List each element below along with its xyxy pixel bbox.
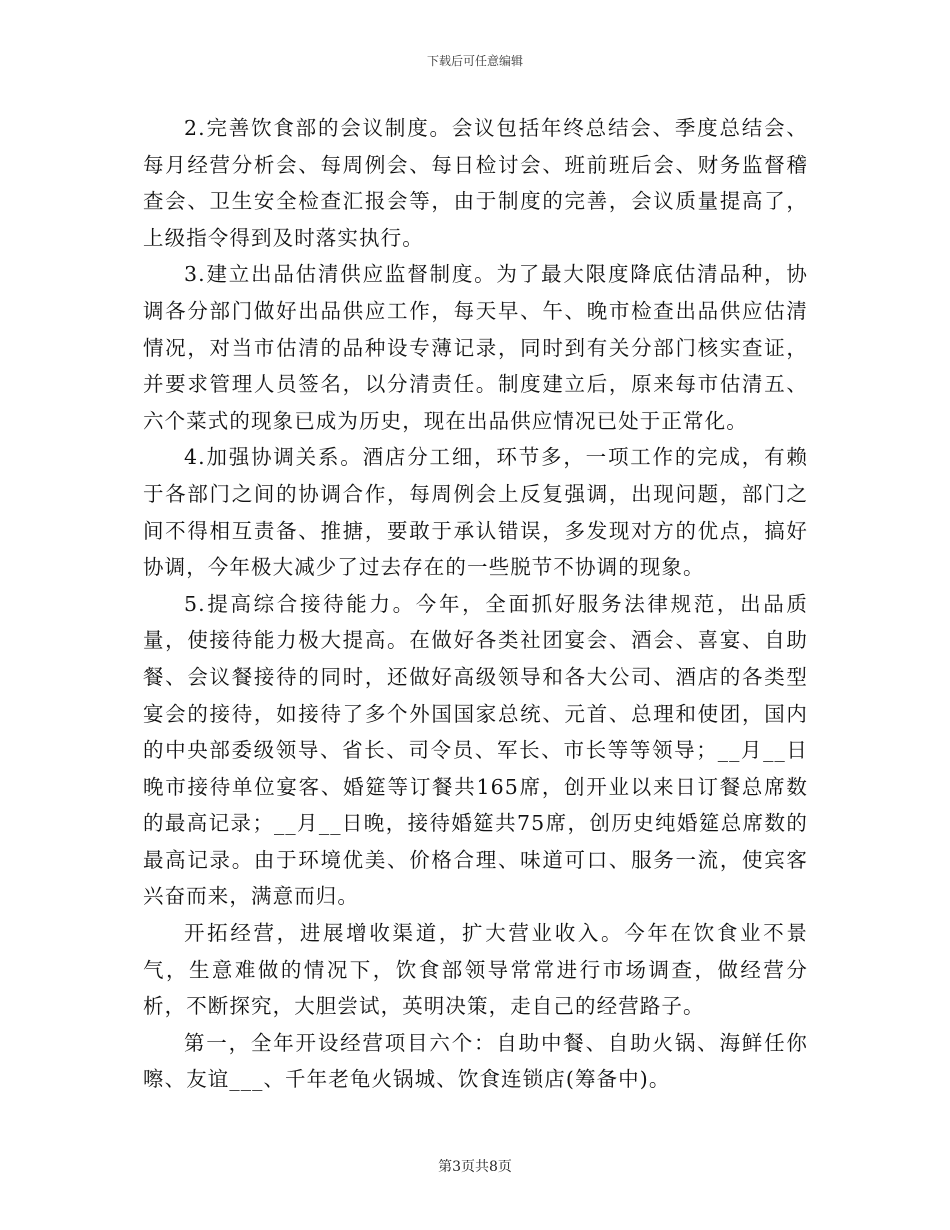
paragraph-meeting-system: 2.完善饮食部的会议制度。会议包括年终总结会、季度总结会、每月经营分析会、每周例会、每日检讨会、班前班后会、财务监督稽查会、卫生安全检查汇报会等，由于制度的完善，会议质量提高了，上级指令得到及时落实执行。: [143, 116, 808, 250]
paragraph-reception-capacity: 5.提高综合接待能力。今年，全面抓好服务法律规范，出品质量，使接待能力极大提高。在做好各类社团宴会、酒会、喜宴、自助餐、会议餐接待的同时，还做好高级领导和各大公司、酒店的各类型宴会的接待，如接待了多个外国国家总统、元首、总理和使团，国内的中央部委级领导、省长、司令员、军长、市长等等领导；__月__日晚市接待单位宴客、婚筵等订餐共165席，创开业以来日订餐总席数的最高记录；__月__日晚，接待婚筵共75席，创历史纯婚筵总席数的最高记录。由于环境优美、价格合理、味道可口、服务一流，使宾客兴奋而来，满意而归。: [143, 591, 808, 909]
paragraph-supply-supervision: 3.建立出品估清供应监督制度。为了最大限度降底估清品种，协调各分部门做好出品供应工作，每天早、午、晚市检查出品供应估清情况，对当市估清的品种设专薄记录，同时到有关分部门核实查证，并要求管理人员签名，以分清责任。制度建立后，原来每市估清五、六个菜式的现象已成为历史，现在出品供应情况已处于正常化。: [143, 262, 808, 433]
paragraph-coordination: 4.加强协调关系。酒店分工细，环节多，一项工作的完成，有赖于各部门之间的协调合作，每周例会上反复强调，出现问题，部门之间不得相互责备、推搪，要敢于承认错误，多发现对方的优点，搞好协调，今年极大减少了过去存在的一些脱节不协调的现象。: [143, 445, 808, 580]
page-number: 第3页共8页: [438, 1159, 512, 1175]
page-header: 下载后可任意编辑: [426, 54, 523, 68]
paragraph-business-expansion: 开拓经营，进展增收渠道，扩大营业收入。今年在饮食业不景气，生意难做的情况下，饮食部领导常常进行市场调查，做经营分析，不断探究，大胆尝试，英明决策，走自己的经营路子。: [143, 921, 808, 1019]
document-body: [143, 110, 808, 1098]
paragraph-business-projects: 第一，全年开设经营项目六个：自助中餐、自助火锅、海鲜任你嚓、友谊___、千年老龟火锅城、饮食连锁店(筹备中)。: [143, 1030, 808, 1092]
